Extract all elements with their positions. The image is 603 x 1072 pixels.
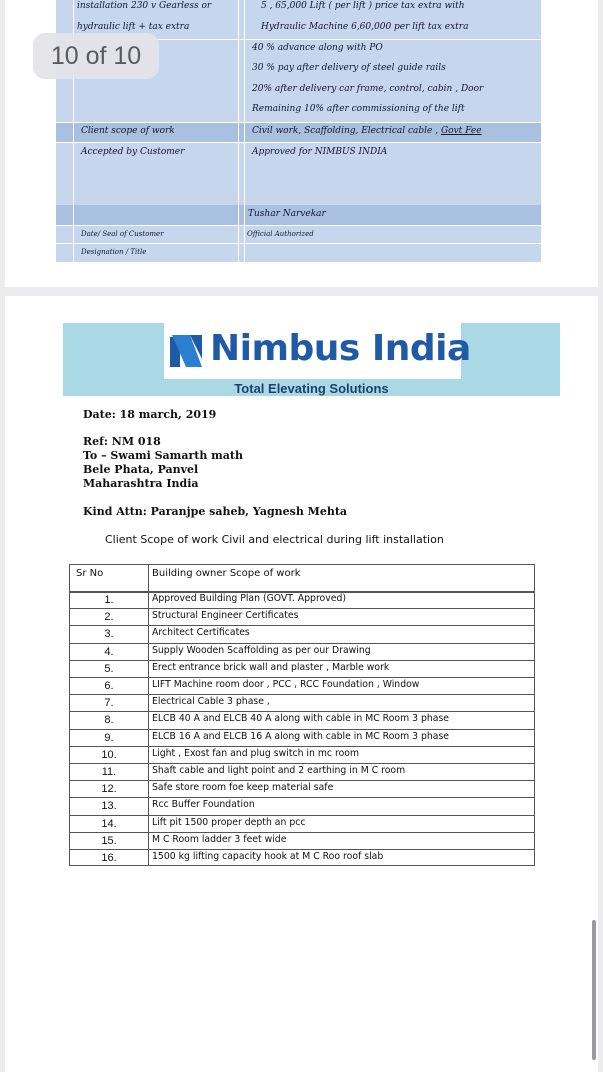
govt-fee-text: Govt Fee — [440, 126, 482, 136]
row-scope-item: Erect entrance brick wall and plaster , Marble work — [152, 661, 390, 673]
date-seal-label: Date/ Seal of Customer — [81, 230, 164, 238]
scope-of-work-table — [69, 564, 535, 866]
client-scope-label: Client scope of work — [81, 126, 175, 136]
row-scope-item: Rcc Buffer Foundation — [152, 799, 255, 811]
row-number: 16. — [101, 852, 117, 864]
row-scope-item: Safe store room foe keep material safe — [152, 782, 334, 794]
row-number: 12. — [101, 783, 117, 796]
row-number: 2. — [104, 611, 114, 624]
row-number: 8. — [104, 714, 114, 727]
row-scope-item: ELCB 40 A and ELCB 40 A along with cable in MC Room 3 phase — [152, 713, 450, 725]
table-row — [70, 694, 534, 711]
letterhead-banner — [63, 323, 560, 396]
row-scope-item: Structural Engineer Certificates — [152, 610, 299, 622]
row-scope-item: 1500 kg lifting capacity hook at M C Roo roof slab — [152, 851, 384, 862]
price-text: 5 , 65,000 Lift ( per lift ) price tax extra with — [261, 1, 465, 11]
row-number: 4. — [104, 645, 114, 658]
letter-address-line: Bele Phata, Panvel — [83, 463, 199, 476]
table-row — [70, 815, 534, 832]
table-row — [70, 780, 534, 797]
row-scope-item: Approved Building Plan (GOVT. Approved) — [152, 593, 346, 604]
official-label: Official Authorized — [247, 230, 314, 238]
table-row — [70, 625, 534, 642]
row-number: 10. — [101, 748, 117, 761]
table-row — [70, 677, 534, 694]
row-scope-item: Shaft cable and light point and 2 earthing in M C room — [152, 765, 406, 776]
row-number: 3. — [104, 628, 114, 641]
signatory-name: Tushar Narvekar — [248, 209, 326, 219]
client-scope-value: Civil work, Scaffolding, Electrical cable , Govt Fee — [252, 126, 482, 136]
letter-address-line: Maharashtra India — [83, 477, 199, 490]
approved-label: Approved for NIMBUS INDIA — [252, 147, 388, 157]
column-divider — [148, 565, 149, 865]
table-row — [70, 660, 534, 677]
table-row — [70, 832, 534, 849]
page-counter-badge: 10 of 10 — [33, 33, 159, 79]
payment-term: Remaining 10% after commissioning of the lift — [252, 104, 465, 114]
letter-ref: Ref: NM 018 — [83, 435, 161, 448]
table-row — [70, 608, 534, 625]
table-row — [70, 797, 534, 814]
brand-tagline: Total Elevating Solutions — [234, 381, 389, 396]
row-scope-item: Light , Exost fan and plug switch in mc room — [152, 747, 360, 759]
table-row — [70, 591, 534, 608]
row-scope-item: M C Room ladder 3 feet wide — [152, 833, 287, 845]
row-scope-item: Electrical Cable 3 phase , — [152, 696, 270, 708]
payment-term: 30 % pay after delivery of steel guide rails — [252, 63, 446, 73]
row-number: 6. — [104, 680, 114, 692]
company-logo — [164, 323, 471, 379]
table-divider — [56, 142, 541, 143]
scope-text: hydraulic lift + tax extra — [77, 22, 190, 32]
letter-date: Date: 18 march, 2019 — [83, 408, 217, 421]
table-row — [70, 849, 534, 866]
kind-attention: Kind Attn: Paranjpe saheb, Yagnesh Mehta — [83, 505, 348, 518]
table-row — [70, 746, 534, 763]
column-header-scope: Building owner Scope of work — [152, 568, 301, 579]
row-number: 1. — [104, 594, 114, 606]
column-header-sr-no: Sr No — [76, 568, 104, 579]
table-row — [70, 729, 534, 746]
payment-term: 40 % advance along with PO — [252, 43, 383, 53]
row-number: 9. — [104, 731, 114, 744]
table-divider — [56, 225, 541, 226]
row-scope-item: Supply Wooden Scaffolding as per our Drawing — [152, 644, 371, 656]
row-number: 11. — [101, 766, 117, 778]
row-number: 14. — [101, 817, 117, 830]
brand-name: Nimbus India — [210, 328, 471, 369]
designation-label: Designation / Title — [81, 248, 147, 256]
scrollbar[interactable] — [592, 920, 596, 1060]
table-divider — [244, 0, 245, 262]
row-number: 7. — [104, 697, 114, 710]
table-divider — [238, 0, 239, 262]
price-text: Hydraulic Machine 6,60,000 per lift tax extra — [261, 22, 469, 32]
row-scope-item: LIFT Machine room door , PCC , RCC Foundation , Window — [152, 679, 420, 690]
letter-recipient: To – Swami Samarth math — [83, 449, 243, 462]
row-scope-item: ELCB 16 A and ELCB 16 A along with cable in MC Room 3 phase — [152, 730, 450, 742]
table-divider — [56, 243, 541, 244]
scope-text: installation 230 v Gearless or — [77, 1, 212, 11]
document-page-current — [5, 296, 598, 1072]
table-divider — [56, 122, 541, 123]
row-number: 15. — [101, 834, 117, 847]
table-row — [70, 643, 534, 660]
payment-term: 20% after delivery car frame, control, cabin , Door — [252, 84, 484, 94]
scope-title: Client Scope of work Civil and electrical during lift installation — [105, 533, 444, 546]
row-scope-item: Architect Certificates — [152, 627, 250, 639]
row-number: 5. — [104, 662, 114, 675]
nimbus-logo-icon — [168, 331, 206, 371]
accepted-label: Accepted by Customer — [81, 147, 185, 157]
table-row — [70, 763, 534, 780]
row-scope-item: Lift pit 1500 proper depth an pcc — [152, 816, 306, 828]
table-row — [70, 711, 534, 728]
row-number: 13. — [101, 800, 117, 813]
